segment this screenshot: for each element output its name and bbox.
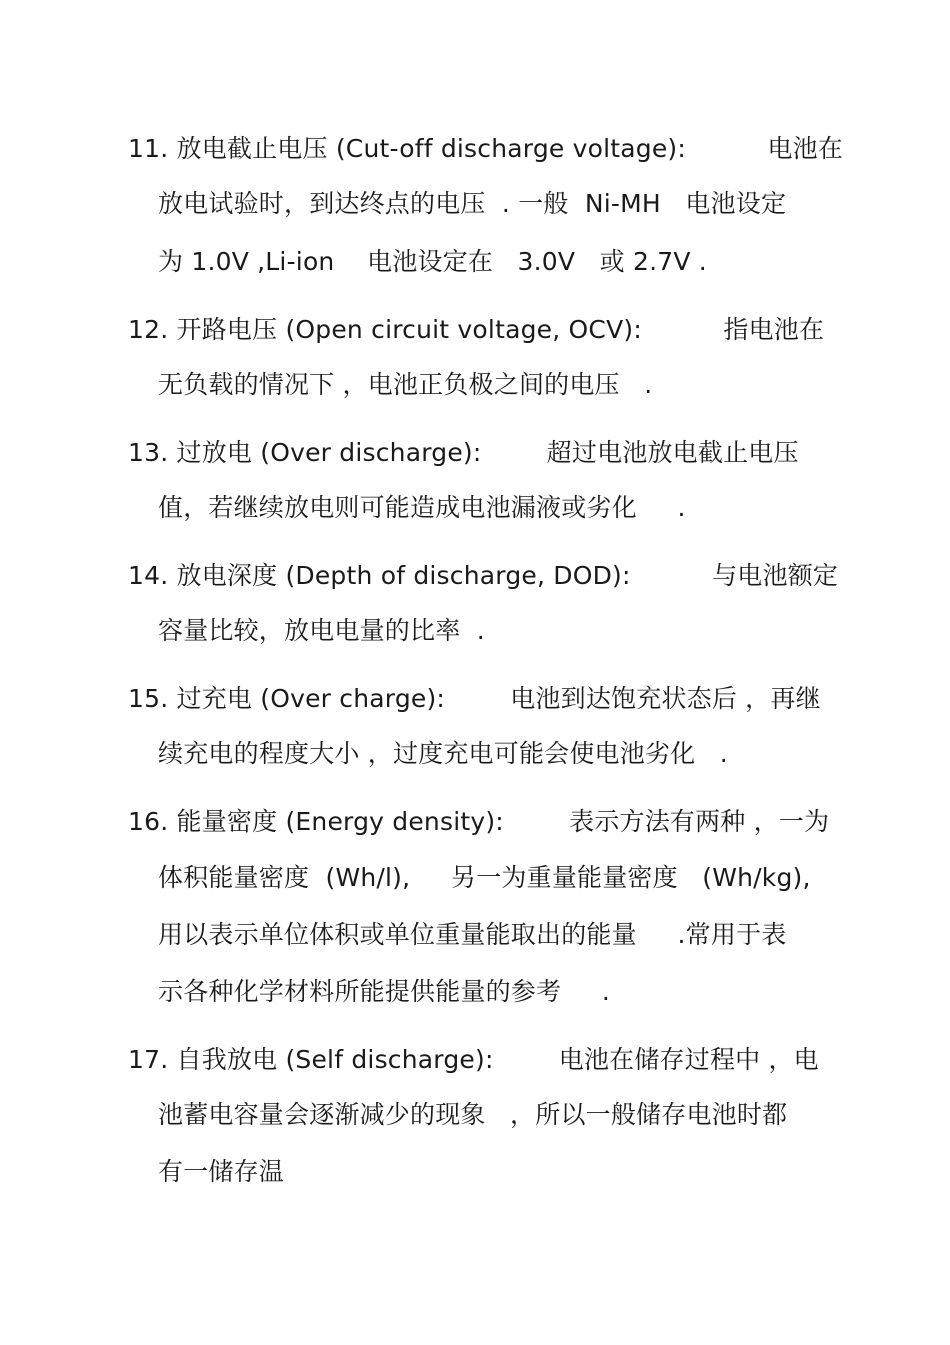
text-line-16-2: 体积能量密度 (Wh/l), 另一为重量能量密度 (Wh/kg), [158, 863, 811, 892]
text-line-17-3: 有一储存温 [158, 1157, 285, 1186]
text-line-16-1: 16. 能量密度 (Energy density): 表示方法有两种 ，一为 [128, 807, 830, 836]
text-line-17-1: 17. 自我放电 (Self discharge): 电池在储存过程中 ，电 [128, 1045, 819, 1074]
text-line-17-2: 池蓄电容量会逐渐减少的现象 ，所以一般储存电池时都 [158, 1100, 788, 1129]
text-line-16-4: 示各种化学材料所能提供能量的参考 . [158, 977, 611, 1006]
text-line-13-1: 13. 过放电 (Over discharge): 超过电池放电截止电压 [128, 438, 799, 467]
text-line-11-2: 放电试验时，到达终点的电压 . 一般 Ni-MH 电池设定 [158, 189, 787, 218]
text-line-14-2: 容量比较，放电电量的比率 . [158, 616, 485, 645]
text-line-12-2: 无负载的情况下 ，电池正负极之间的电压 . [158, 370, 653, 399]
text-line-16-3: 用以表示单位体积或单位重量能取出的能量 .常用于表 [158, 920, 787, 949]
text-line-15-2: 续充电的程度大小 ，过度充电可能会使电池劣化 . [158, 739, 728, 768]
text-line-11-3: 为 1.0V ,Li-ion 电池设定在 3.0V 或 2.7V . [158, 247, 707, 276]
text-line-12-1: 12. 开路电压 (Open circuit voltage, OCV): 指电池在 [128, 315, 825, 344]
text-line-15-1: 15. 过充电 (Over charge): 电池到达饱充状态后 ，再继 [128, 684, 821, 713]
text-line-13-2: 值，若继续放电则可能造成电池漏液或劣化 . [158, 493, 686, 522]
text-line-14-1: 14. 放电深度 (Depth of discharge, DOD): 与电池额定 [128, 561, 839, 590]
text-line-11-1: 11. 放电截止电压 (Cut-off discharge voltage): 电池在 [128, 134, 844, 163]
